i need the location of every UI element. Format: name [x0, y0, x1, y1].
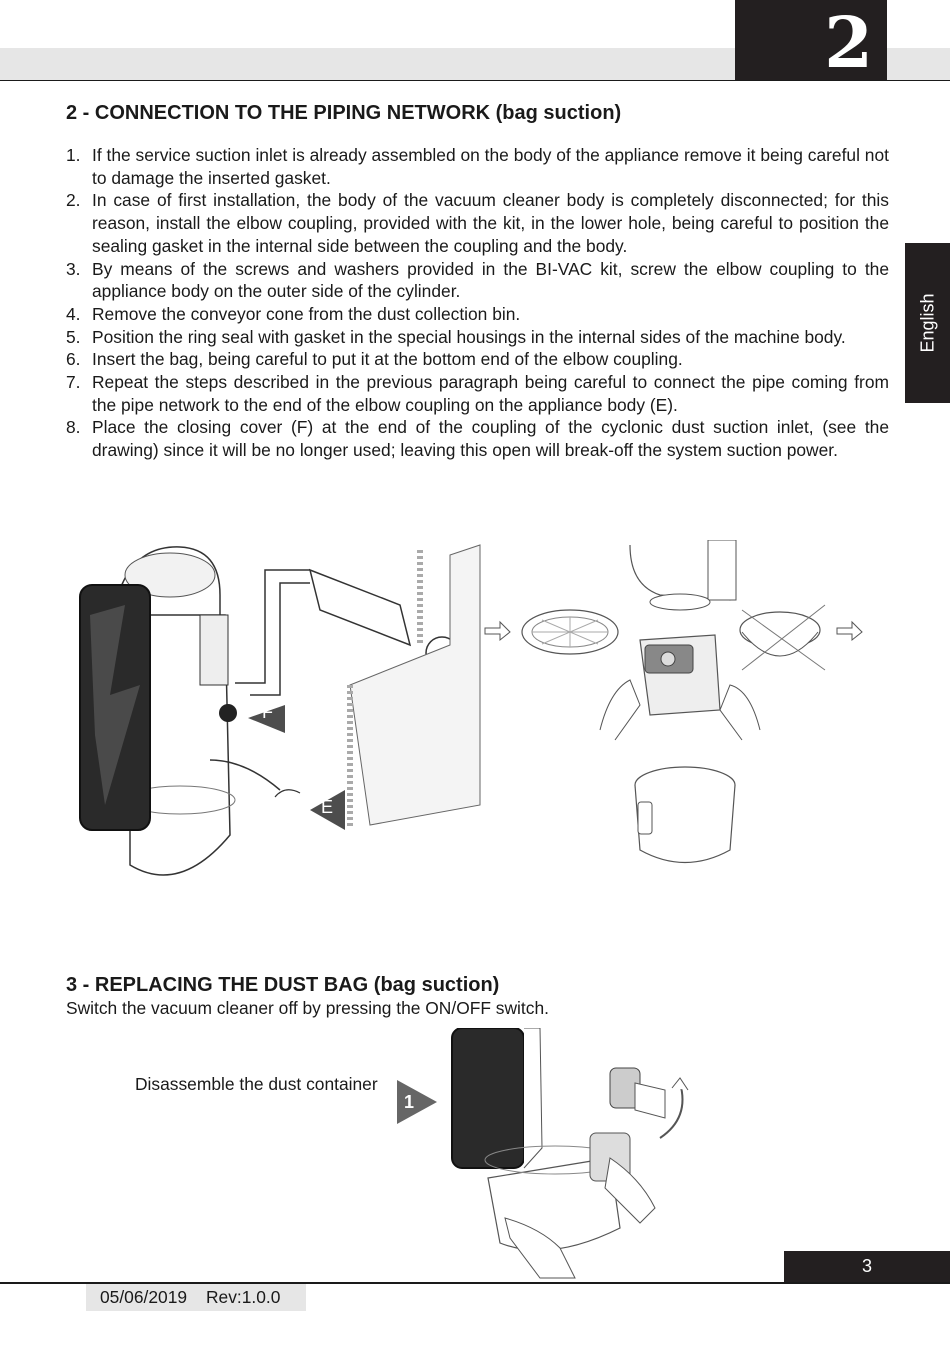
language-label: English [917, 293, 937, 353]
step-text: If the service suction inlet is already assembled on the body of the appliance remove it being careful not to damage the inserted gasket. [92, 145, 889, 188]
language-tab [905, 243, 950, 403]
step-item [66, 258, 889, 303]
step-number: 6. [66, 349, 81, 370]
section-3-intro: Switch the vacuum cleaner off by pressing the ON/OFF switch. [66, 998, 549, 1018]
step-number: 8. [66, 417, 81, 438]
section-3-title: 3 - REPLACING THE DUST BAG (bag suction) [66, 974, 500, 996]
step-number: 2. [66, 190, 81, 211]
step-item [66, 303, 889, 326]
footer-revision-info [86, 1284, 306, 1311]
step-text: In case of first installation, the body of the vacuum cleaner body is completely disconnected; for this reason, install the elbow coupling, provided with the kit, in the lower hole, being careful to position the sealing gasket in the internal side between the coupling and the body. [92, 190, 889, 256]
chapter-number: 2 [824, 1, 873, 84]
section-2-title: 2 - CONNECTION TO THE PIPING NETWORK (bag suction) [66, 102, 622, 124]
step-item [66, 416, 889, 461]
step-text: By means of the screws and washers provided in the BI-VAC kit, screw the elbow coupling to the appliance body on the outer side of the cylinder. [92, 258, 889, 302]
footer-date: 05/06/2019 [100, 1287, 188, 1307]
step-number: 4. [66, 303, 81, 324]
step-item [66, 348, 889, 371]
step-1-marker [395, 1078, 440, 1126]
bag-assembly-illustration [480, 540, 880, 870]
step-text: Remove the conveyor cone from the dust collection bin. [92, 303, 521, 324]
step-number: 1. [66, 145, 81, 165]
step-text: Place the closing cover (F) at the end of the coupling of the cyclonic dust suction inlet, (see the drawing) since it will be no longer used; leaving this open will break-off the system suction power. [92, 417, 889, 461]
step-number: 7. [66, 372, 81, 393]
step-number: 3. [66, 258, 81, 279]
step-text: Position the ring seal with gasket in the special housings in the internal sides of the machine body. [92, 326, 846, 347]
page-number-box [784, 1251, 950, 1282]
step-item [66, 189, 889, 257]
figure-label-e: E [321, 797, 334, 817]
step-1-number: 1 [404, 1092, 415, 1112]
chapter-marker [735, 0, 887, 84]
footer-revision: Rev:1.0.0 [206, 1287, 281, 1307]
step-item [66, 371, 889, 416]
page-number: 3 [861, 1256, 872, 1276]
step-number: 5. [66, 326, 81, 347]
step-item [66, 144, 889, 189]
figure-label-f: F [262, 702, 273, 722]
step-text: Insert the bag, being careful to put it at the bottom end of the elbow coupling. [92, 349, 683, 370]
connection-steps-list [66, 144, 889, 462]
step-item [66, 326, 889, 349]
step-text: Repeat the steps described in the previous paragraph being careful to connect the pipe coming from the pipe network to the end of the elbow coupling on the appliance body (E). [92, 372, 889, 415]
piping-installation-illustration [70, 535, 500, 895]
dust-container-removal-illustration [440, 1028, 700, 1280]
step-1-caption: Disassemble the dust container [135, 1074, 378, 1094]
